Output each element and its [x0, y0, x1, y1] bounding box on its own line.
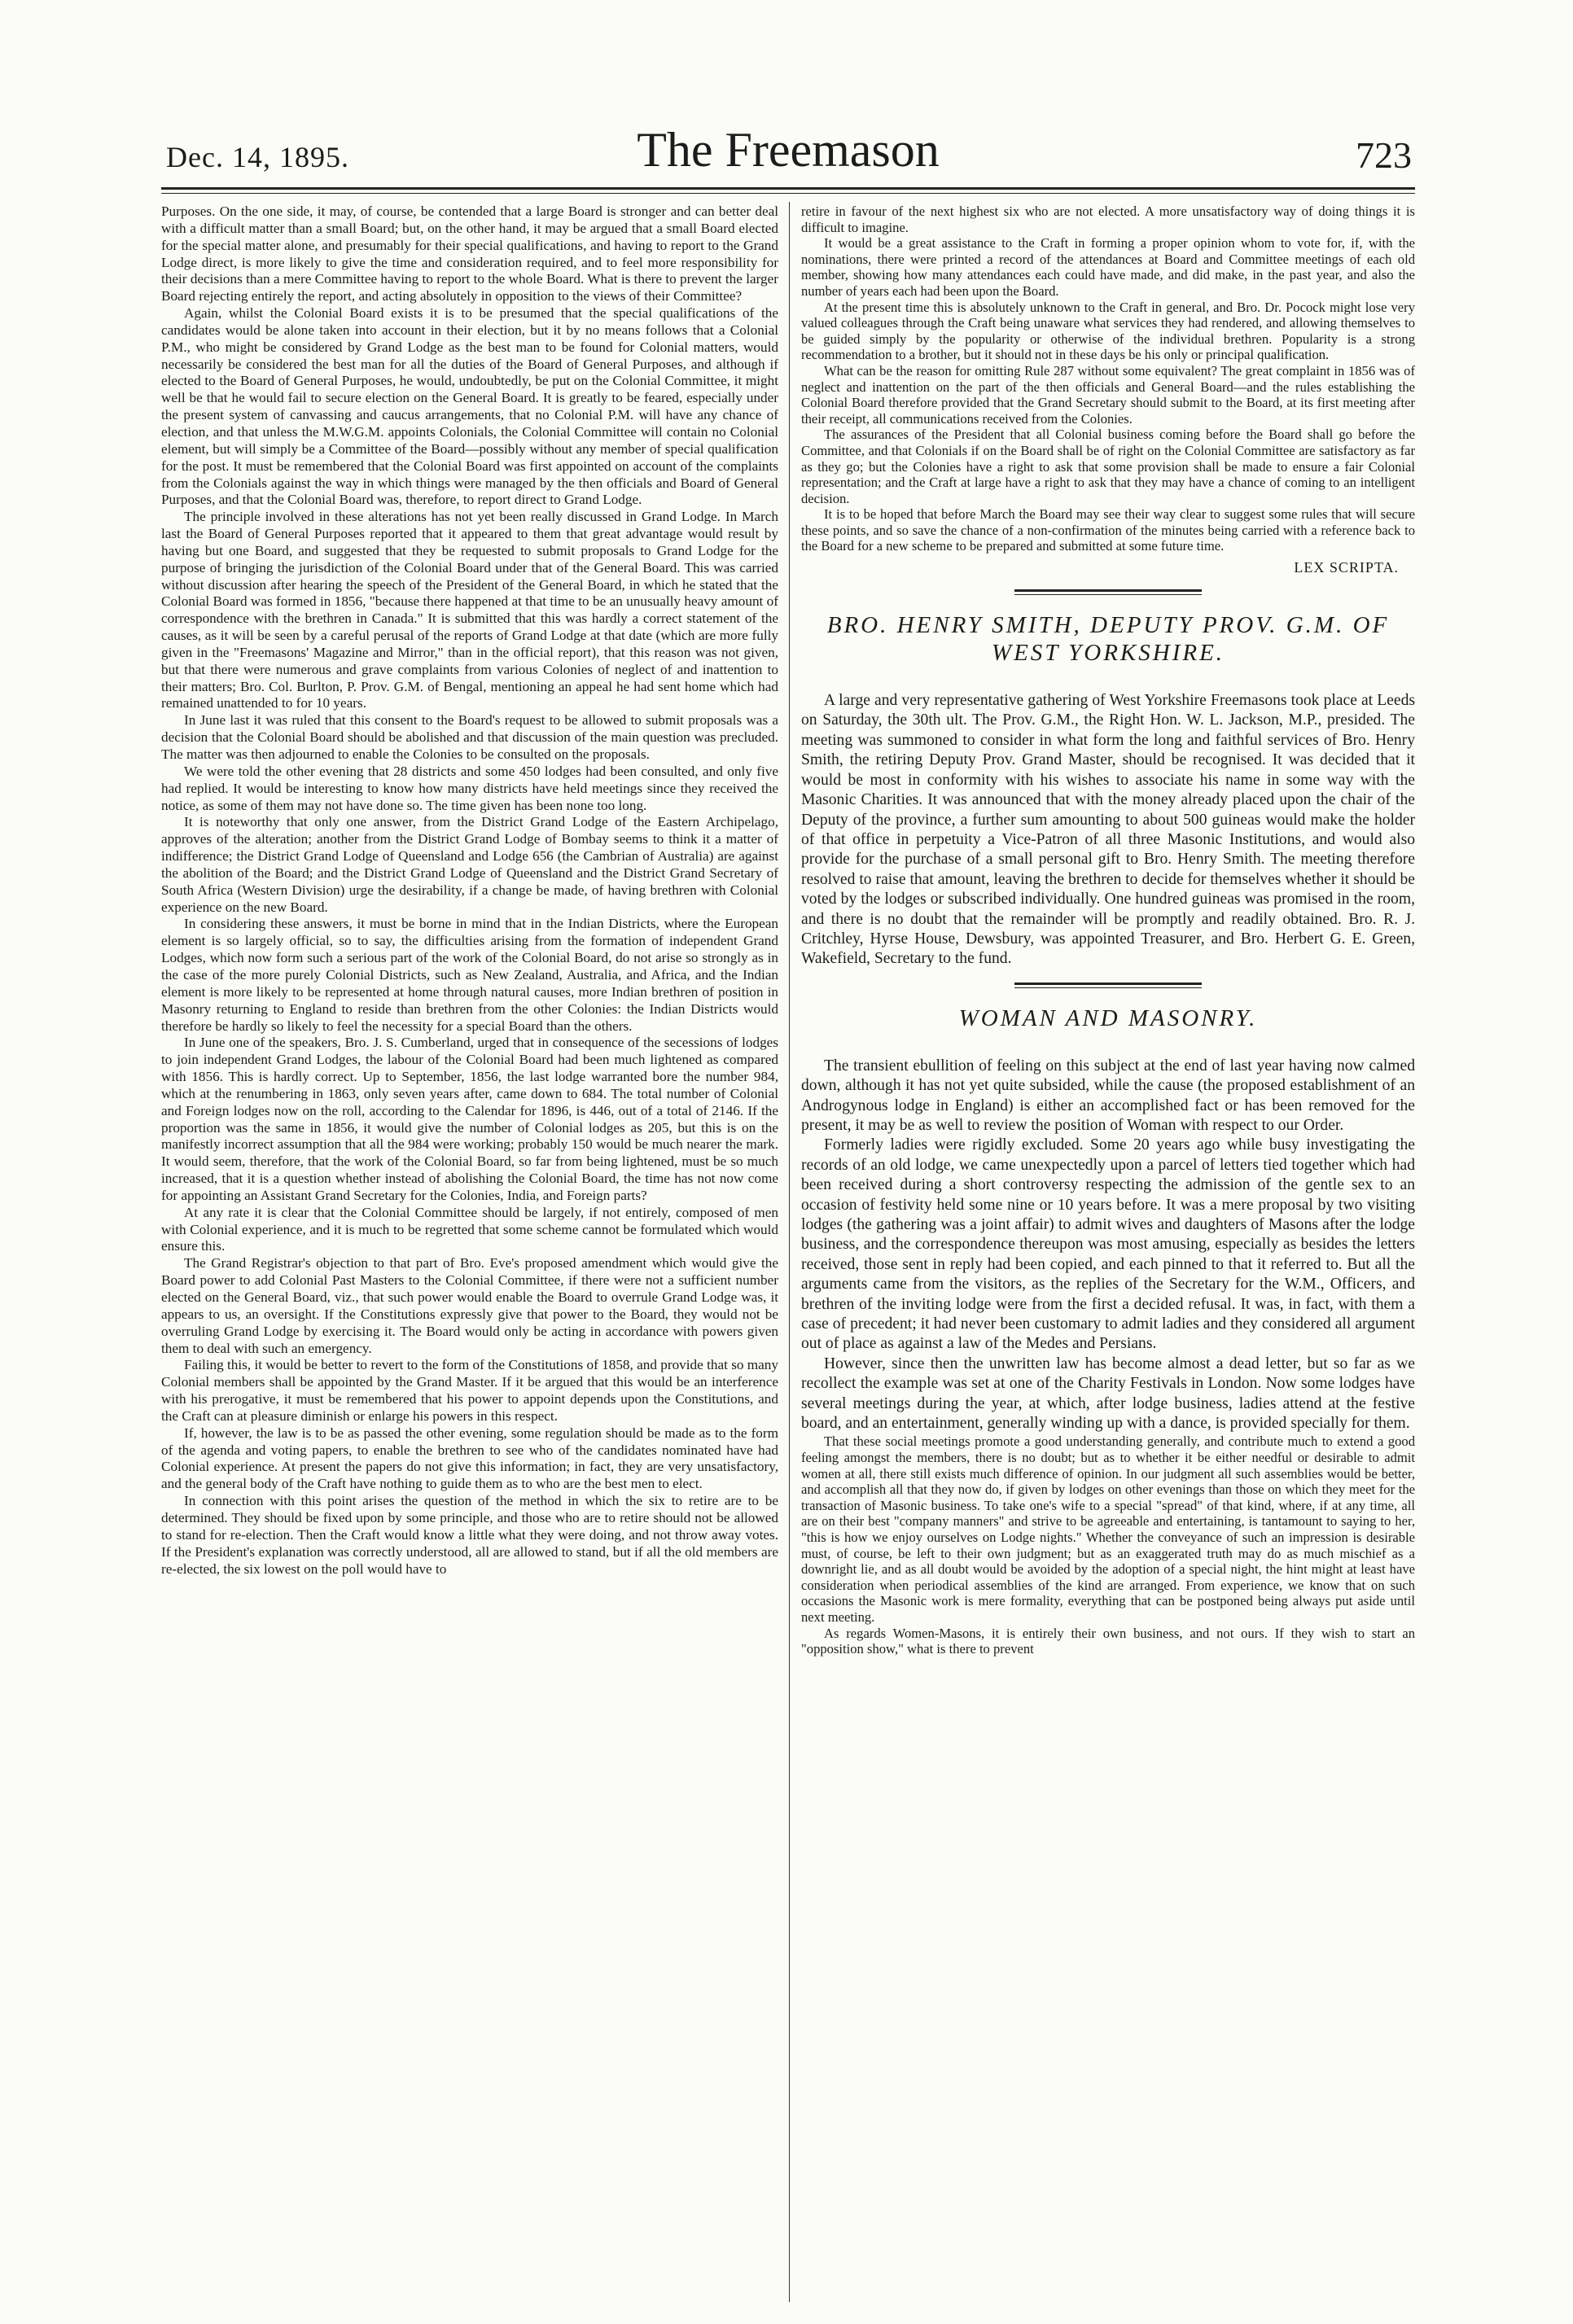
right-column — [801, 204, 1415, 2296]
masthead — [161, 122, 1415, 192]
paragraph: In connection with this point arises the question of the method in which the six to retire are to be determined. They should be fixed upon by some principle, and those who are to retire should not be allowed to stand for re-election. Then the Craft would know a little what they were doing, and not throw away votes. If the President's explanation was correctly understood, all are allowed to stand, but if all the old members are re-elected, the six lowest on the poll would have to — [161, 1493, 778, 1577]
issue-date: Dec. 14, 1895. — [166, 141, 349, 173]
paragraph: It is noteworthy that only one answer, from the District Grand Lodge of the Eastern Archipelago, approves of the alteration; another from the District Grand Lodge of Bombay seems to think it a matter of indifference; the District Grand Lodge of Queensland and Lodge 656 (the Cambrian of Australia) are against the abolition of the Board; and the District Grand Lodge of Queensland and the District Grand Secretary of South Africa (Western Division) urge the desirability, if a change be made, of having brethren with Colonial experience on the new Board. — [161, 814, 778, 915]
paragraph: The assurances of the President that all Colonial business coming before the Board shall go before the Committee, and that Colonials if on the Board shall be of right on the Colonial Committee are satisfactory as far as they go; but the Colonies have a right to ask that some provision shall be made to ensure a fair Colonial representation; and the Craft at large have a right to ask that they may have a chance of coming to an intelligent decision. — [801, 427, 1415, 506]
paragraph: The transient ebullition of feeling on this subject at the end of last year having now calmed down, although it has not yet quite subsided, while the cause (the proposed establishment of an Androgynous lodge in England) is either an accomplished fact or has been removed for the present, it may be as well to review the position of Woman with respect to our Order. — [801, 1057, 1415, 1134]
paragraph: Formerly ladies were rigidly excluded. Some 20 years ago while busy investigating the records of an old lodge, we came unexpectedly upon a parcel of letters tied together which had been received during a short controversy respecting the admission of the gentle sex to an occasion of festivity held some nine or 10 years before. It was a mere proposal by two visiting lodges (the gathering was a joint affair) to admit wives and daughters of Masons after the lodge business, and the correspondence thereupon was most amusing, especially as besides the letters received, those sent in reply had been copied, and each pinned to that it referred to. But all the arguments came from the visitors, as the replies of the Secretary for the W.M., Officers, and brethren of the inviting lodge were from the first a decided refusal. It was, in fact, with them a case of precedent; it had never been customary to admit ladies and they considered all argument out of place as against a law of the Medes and Persians. — [801, 1136, 1415, 1353]
paragraph: At any rate it is clear that the Colonial Committee should be largely, if not entirely, composed of men with Colonial experience, and it is much to be regretted that some scheme cannot be formulated which would ensure this. — [161, 1204, 778, 1254]
paragraph: A large and very representative gathering of West Yorkshire Freemasons took place at Leeds on Saturday, the 30th ult. The Prov. G.M., the Right Hon. W. L. Jackson, M.P., presided. The meeting was summoned to consider in what form the long and faithful services of Bro. Henry Smith, the retiring Deputy Prov. Grand Master, should be recognised. It was decided that it would be most in conformity with his wishes to associate his name in some way with the Masonic Charities. It was announced that with the money already placed upon the chair of the Deputy of the province, a further sum amounting to about 500 guineas would make the holder of that office in perpetuity a Vice-Patron of all three Masonic Institutions, and would also provide for the purchase of a small personal gift to Bro. Henry Smith. The meeting therefore resolved to raise that amount, leaving the brethren to decide for themselves whether it should be voted by the lodges or subscribed individually. One hundred guineas was promised in the room, and there is no doubt that the remainder will be promptly and readily obtained. Bro. R. J. Critchley, Hyrse House, Dewsbury, was appointed Treasurer, and Bro. Herbert G. E. Green, Wakefield, Secretary to the fund. — [801, 692, 1415, 968]
paragraph: Purposes. On the one side, it may, of course, be contended that a large Board is stronger and can better deal with a difficult matter than a small Board; but, on the other hand, it may be argued that a small Board elected for the special matter alone, and presumably for their special qualifications, and having to report to the Grand Lodge direct, is more likely to give the time and consideration required, and to feel more responsibility for their decisions than a mere Committee having to report to the whole Board. What is there to prevent the larger Board rejecting entirely the report, and acting absolutely in opposition to the views of their Committee? — [161, 204, 778, 304]
paragraph: It would be a great assistance to the Craft in forming a proper opinion whom to vote for, if, with the nominations, there were printed a record of the attendances at Board and Committee meetings of each old member, showing how many attendances each could have made, and did make, in the past year, and also the number of years each had been upon the Board. — [801, 235, 1415, 299]
newspaper-title: The Freemason — [637, 123, 940, 177]
paragraph: In June one of the speakers, Bro. J. S. Cumberland, urged that in consequence of the secessions of lodges to join independent Grand Lodges, the labour of the Colonial Board had been much lightened as compared with 1856. This is hardly correct. Up to September, 1856, the last lodge warranted bore the number 984, which at the renumbering in 1863, only seven years after, came down to 684. The total number of Colonial and Foreign lodges now on the roll, according to the Calendar for 1896, is 446, out of a total of 2146. If the proportion was the same in 1856, it would give the number of Colonial lodges as 205, but this is on the manifestly incorrect assumption that all the 984 were working; probably 150 would be much nearer the mark. It would seem, therefore, that the work of the Colonial Board, so far from being lightened, must be so much increased, that it is a question whether instead of abolishing the Colonial Board, the time has not now come for appointing an Assistant Grand Secretary for the Colonies, India, and Foreign parts? — [161, 1035, 778, 1203]
paragraph: Again, whilst the Colonial Board exists it is to be presumed that the special qualifications of the candidates would be alone taken into account in their election, but it by no means follows that a Colonial P.M., who might be considered by Grand Lodge as the best man to be found for Colonial matters, would necessarily be considered the best man for all the duties of the Board of General Purposes, and although if elected to the Board of General Purposes, he would, undoubtedly, be put on the Colonial Committee, it might well be that he would fail to secure election on the General Board. It is greatly to be feared, especially under the present system of canvassing and caucus arrangements, that no Colonial P.M. will have any chance of election, and that unless the M.W.G.M. appoints Colonials, the Colonial Committee will contain no Colonial element, but will simply be a Committee of the Board—possibly without any member of special qualification for the post. It must be remembered that the Colonial Board was first appointed on account of the complaints from the Colonials against the way in which things were managed by the then officials and Board of General Purposes, and that the Colonial Board was, therefore, to report direct to Grand Lodge. — [161, 305, 778, 508]
paragraph: That these social meetings promote a good understanding generally, and contribute much to extend a good feeling amongst the members, there is no doubt; but as to whether it be either needful or desirable to admit women at all, there still exists much difference of opinion. In our judgment all such assemblies would be better, and accomplish all that they now do, if given by lodges on other evenings than those on which they meet for the transaction of Masonic business. To take one's wife to a special "spread" of that kind, where, if at any time, all are on their best "company manners" and strive to be agreeable and entertaining, is tantamount to saying to her, "this is how we enjoy ourselves on Lodge nights." Whether the conveyance of such an impression is desirable must, of course, be left to their own judgment; but as an exaggerated truth may do as much mischief as a downright lie, and as all doubt would be avoided by the adoption of a special night, the hint might at least have consideration when periodical assemblies of the kind are arranged. From experience, we know that on such occasions the Masonic work is mere formality, everything that can be postponed being always put aside until next meeting. — [801, 1433, 1415, 1625]
left-column — [161, 204, 778, 2296]
paragraph: At the present time this is absolutely unknown to the Craft in general, and Bro. Dr. Pocock might lose very valued colleagues through the Craft being unaware what services they had rendered, and allowing themselves to be guided simply by the popularity or otherwise of the individual brethren. Popularity is a strong recommendation to a brother, but it should not in these days be his only or principal qualification. — [801, 299, 1415, 363]
paragraph: We were told the other evening that 28 districts and some 450 lodges had been consulted, and only five had replied. It would be interesting to know how many districts have held meetings since they received the notice, as some of them may not have done so. The time given has been none too long. — [161, 763, 778, 813]
article-heading-woman: WOMAN AND MASONRY. — [958, 1004, 1258, 1031]
paragraph: It is to be hoped that before March the Board may see their way clear to suggest some rules that will secure these points, and so save the chance of a non-confirmation of the minutes being carried with a reference back to the Board for a new scheme to be prepared and submitted at some future time. — [801, 506, 1415, 554]
paragraph: In June last it was ruled that this consent to the Board's request to be allowed to submit proposals was a decision that the Colonial Board should be abolished and that discussion of the main question was precluded. The matter was then adjourned to enable the Colonies to be consulted on the proposals. — [161, 712, 778, 762]
paragraph: If, however, the law is to be as passed the other evening, some regulation should be made as to the form of the agenda and voting papers, to enable the brethren to see who of the candidates nominated have had Colonial experience. At present the papers do not give this information; in fact, they are very unsatisfactory, and the general body of the Craft have nothing to guide them as to who are the best men to elect. — [161, 1425, 778, 1492]
masthead-rule — [161, 187, 1415, 190]
paragraph: As regards Women-Masons, it is entirely their own business, and not ours. If they wish to start an "opposition show," what is there to prevent — [801, 1625, 1415, 1657]
paragraph: What can be the reason for omitting Rule 287 without some equivalent? The great complaint in 1856 was of neglect and inattention on the part of the then officials and General Board—and the rules establishing the Colonial Board therefore provided that the Grand Secretary should submit to the Board, at its first meeting after their receipt, all communications received from the Colonies. — [801, 362, 1415, 427]
paragraph: Failing this, it would be better to revert to the form of the Constitutions of 1858, and provide that so many Colonial members shall be appointed by the Grand Master. If it be argued that this would be an interference with his prerogative, it must be remembered that his power to appoint depends upon the Constitutions, and the Craft can at pleasure diminish or enlarge his powers in this respect. — [161, 1357, 778, 1424]
section-separator — [1014, 983, 1202, 988]
paragraph: retire in favour of the next highest six who are not elected. A more unsatisfactory way of doing things it is difficult to imagine. — [801, 204, 1415, 235]
section-separator — [1014, 589, 1202, 595]
author-signature: LEX SCRIPTA. — [1294, 559, 1399, 576]
page-number: 723 — [1356, 134, 1412, 176]
paragraph: However, since then the unwritten law has become almost a dead letter, but so far as we recollect the example was set at one of the Charity Festivals in London. Now some lodges have several meetings during the year, at which, after lodge business, ladies attend at the festive board, and an entertainment, generally winding up with a dance, is provided specially for them. — [801, 1355, 1415, 1433]
article-heading-smith: BRO. HENRY SMITH, DEPUTY PROV. G.M. OF WEST YORKSHIRE. — [826, 612, 1390, 667]
paragraph: The Grand Registrar's objection to that part of Bro. Eve's proposed amendment which would give the Board power to add Colonial Past Masters to the Colonial Committee, if there were not a sufficient number elected on the General Board, viz., that such power would enable the Board to overrule Grand Lodge was, it appears to us, an oversight. If the Constitutions expressly give that power to the Board, they would not be overruling Grand Lodge by exercising it. The Board would only be acting in accordance with powers given them to deal with such an emergency. — [161, 1255, 778, 1356]
paragraph: In considering these answers, it must be borne in mind that in the Indian Districts, where the European element is so largely official, so to say, the difficulties arising from the formation of independent Grand Lodges, which now form such a serious part of the work of the Colonial Board, do not arise so strongly as in the case of the more purely Colonial Districts, such as New Zealand, Australia, and Africa, and the Indian element is more likely to be represented at home through natural causes, more Indian brethren of position in Masonry returning to England to reside than brethren from the other Colonies: the Indian Districts would therefore be hardly so likely to feel the necessity for a special Board than the others. — [161, 916, 778, 1034]
column-divider — [789, 202, 790, 2302]
masthead-rule-thin — [161, 193, 1415, 194]
paragraph: The principle involved in these alterations has not yet been really discussed in Grand Lodge. In March last the Board of General Purposes reported that it appeared to them that great advantage would result by having but one Board, and suggested that they be requested to submit proposals to Grand Lodge for the purpose of bringing the jurisdiction of the Colonial Board under that of the General Board. This was carried without discussion after hearing the speech of the President of the General Board, in which he stated that the Colonial Board was formed in 1856, "because there happened at that time to be an unusually heavy amount of correspondence with the brethren in Canada." It is submitted that this was hardly a correct statement of the causes, as it will be seen by a careful perusal of the reports of Grand Lodge at that date (which are more fully given in the "Freemasons' Magazine and Mirror," than in the official report), that this reason was not given, but that there were numerous and grave complaints from various Colonies of neglect of and inattention to their matters; Bro. Col. Burlton, P. Prov. G.M. of Bengal, mentioning an appeal he had sent home which had remained unattended to for 10 years. — [161, 509, 778, 711]
